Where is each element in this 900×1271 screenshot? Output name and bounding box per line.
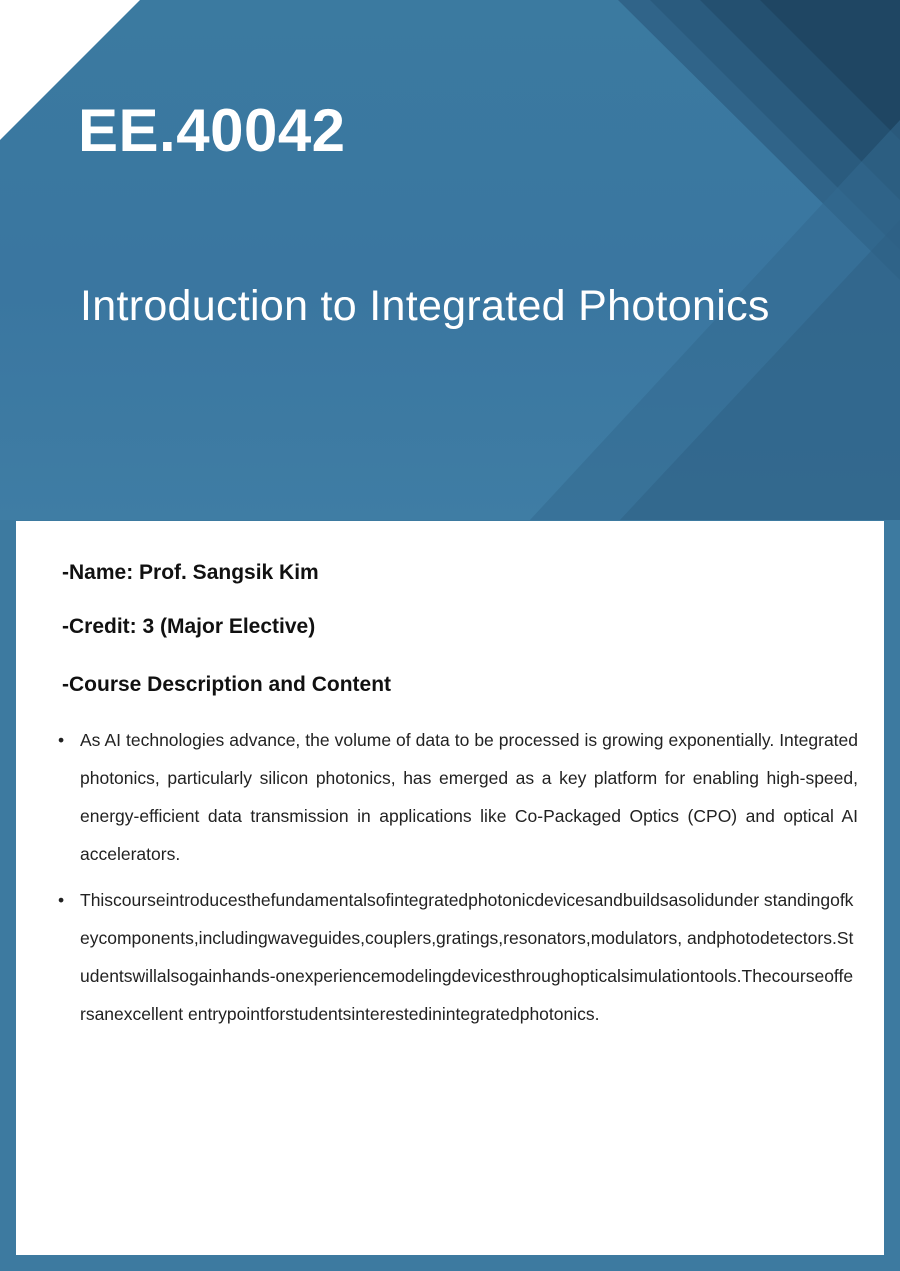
course-info-card bbox=[16, 521, 884, 1255]
course-code: EE.40042 bbox=[78, 97, 346, 164]
course-title: Introduction to Integrated Photonics bbox=[80, 282, 770, 330]
section-heading: -Course Description and Content bbox=[62, 673, 392, 696]
banner-decoration bbox=[0, 0, 900, 520]
description-bullet-1: • As AI technologies advance, the volume of data to be processed is growing exponentially. Integrated photonics, particularly silicon photonics, has emerged as a key platform for enabling high-speed, energy-efficient data transmission in applications like Co-Packaged Optics (CPO) and optical AI accelerators. bbox=[56, 721, 858, 873]
description-bullet-2: • Thiscourseintroducesthefundamentalsofintegratedphotonicdevicesandbuildsasolidunder standingofkeycomponents,includingwaveguides,couplers,gratings,resonators,modulators, andphotodetectors.Studentswillalsogainhands-onexperiencemodelingdevicesthroughopticalsimulationtools.Thecourseoffersanexcellent entrypointforstudentsinterestedinintegratedphotonics. bbox=[56, 881, 858, 1033]
course-credit: -Credit: 3 (Major Elective) bbox=[62, 615, 316, 638]
description-list bbox=[56, 721, 858, 1033]
header-banner bbox=[0, 0, 900, 520]
instructor-name: -Name: Prof. Sangsik Kim bbox=[62, 561, 319, 584]
